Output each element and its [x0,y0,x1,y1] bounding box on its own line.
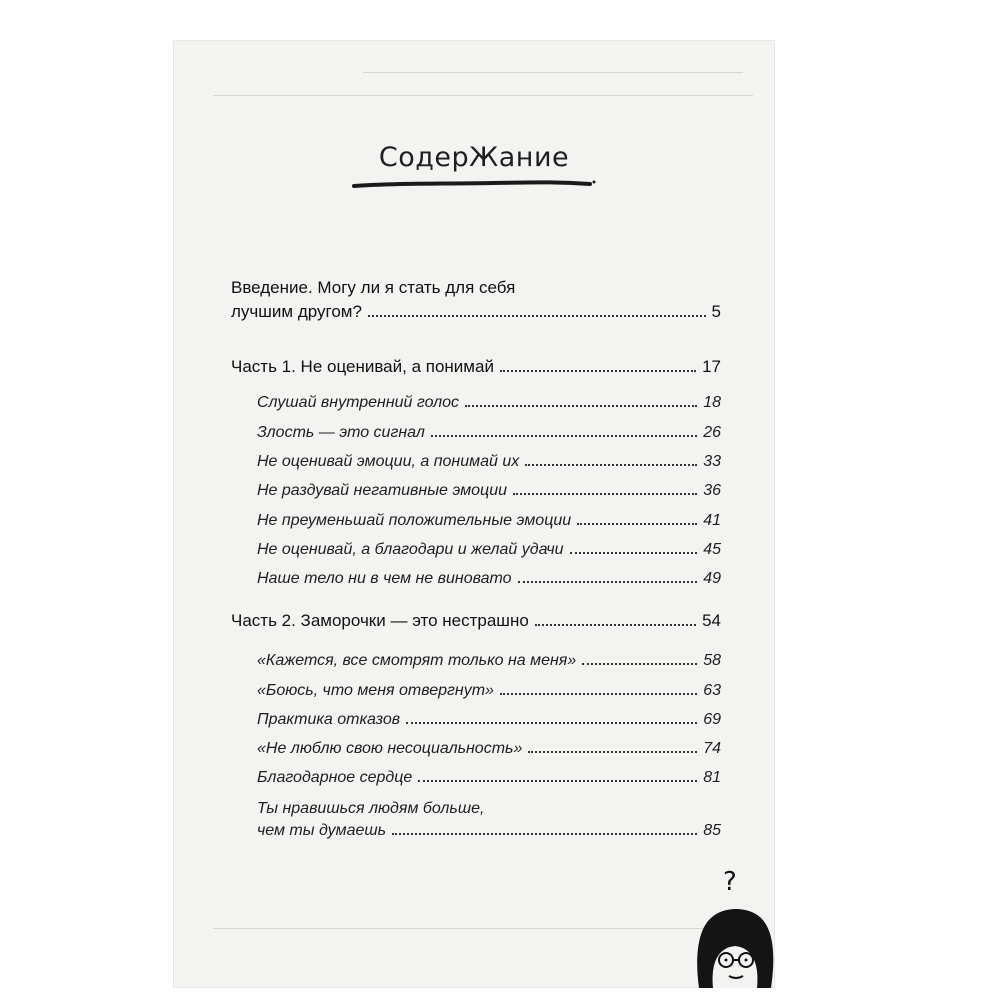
dot-leader [500,370,696,372]
toc-page-number: 49 [703,570,721,587]
toc-entry[interactable] [257,711,721,729]
toc-entry-title: Не преуменьшай положительные эмоции [257,512,572,529]
toc-entry-title: Не оценивай эмоции, а понимай их [257,453,520,470]
toc-page-number: 81 [703,769,721,786]
toc-entry-title: Практика отказов [257,711,401,728]
toc-entry-title: «Боюсь, что меня отвергнут» [257,682,494,699]
toc-page-number: 63 [703,682,721,699]
dot-leader [518,581,698,583]
dot-leader [577,523,697,525]
show-through-line [213,95,753,96]
toc-entry[interactable] [257,682,721,700]
dot-leader [528,751,697,753]
toc-page-number: 36 [703,482,721,499]
toc-entry[interactable] [257,394,721,412]
toc-page-number: 41 [703,512,721,529]
toc-entry-title: «Кажется, все смотрят только на меня» [257,652,577,669]
toc-page-number: 45 [703,541,721,558]
dot-leader [368,315,706,317]
toc-page-number: 58 [703,652,721,669]
toc-entry-title: Часть 2. Заморочки — это нестрашно [231,611,529,630]
dot-leader [465,405,697,407]
toc-entry[interactable] [257,512,721,530]
dot-leader [500,693,697,695]
dot-leader [513,493,697,495]
toc-entry[interactable] [257,740,721,758]
toc-page-number: 18 [703,394,721,411]
toc-entry-title: Злость — это сигнал [257,424,425,441]
toc-entry[interactable] [257,482,721,500]
show-through-line [363,72,743,73]
toc-entry[interactable] [257,652,721,670]
title-underline-stroke [352,178,597,192]
toc-entry-title: Благодарное сердце [257,769,413,786]
toc-entry-title: Наше тело ни в чем не виновато [257,570,512,587]
toc-entry-intro[interactable] [231,278,721,322]
dot-leader [570,552,698,554]
toc-entry[interactable] [257,800,721,840]
dot-leader [582,663,697,665]
toc-entry-part2[interactable] [231,611,721,631]
toc-entry-title: Не раздувай негативные эмоции [257,482,507,499]
dot-leader [535,624,696,626]
toc-entry[interactable] [257,570,721,588]
toc-entry-title: «Не люблю свою несоциальность» [257,740,523,757]
toc-page-number: 17 [702,357,721,376]
dot-leader [392,833,697,835]
page-title: СодерЖание [378,142,570,173]
toc-page-number: 69 [703,711,721,728]
toc-entry[interactable] [257,541,721,559]
show-through-line [213,928,753,929]
toc-entry-title: Ты нравишься людям больше, [257,800,485,817]
toc-entry-title: Часть 1. Не оценивай, а понимай [231,357,494,376]
toc-entry-title: чем ты думаешь [257,822,387,839]
toc-entry-title: лучшим другом? [231,302,362,321]
dot-leader [431,435,697,437]
question-mark-icon: ? [723,867,737,897]
toc-page-number: 85 [703,822,721,839]
toc-page-number: 33 [703,453,721,470]
dot-leader [418,780,697,782]
toc-entry[interactable] [257,453,721,471]
book-page [173,40,775,988]
dot-leader [525,464,697,466]
toc-page-number: 74 [703,740,721,757]
toc-page-number: 26 [703,424,721,441]
toc-entry-title: Не оценивай, а благодари и желай удачи [257,541,564,558]
toc-entry-part1[interactable] [231,357,721,377]
toc-entry-title: Слушай внутренний голос [257,394,460,411]
toc-page-number: 5 [711,302,721,321]
dot-leader [406,722,697,724]
toc-entry[interactable] [257,424,721,442]
toc-page-number: 54 [702,611,721,630]
girl-illustration [693,830,775,988]
toc-entry-title: Введение. Могу ли я стать для себя [231,278,516,297]
toc-entry[interactable] [257,769,721,787]
